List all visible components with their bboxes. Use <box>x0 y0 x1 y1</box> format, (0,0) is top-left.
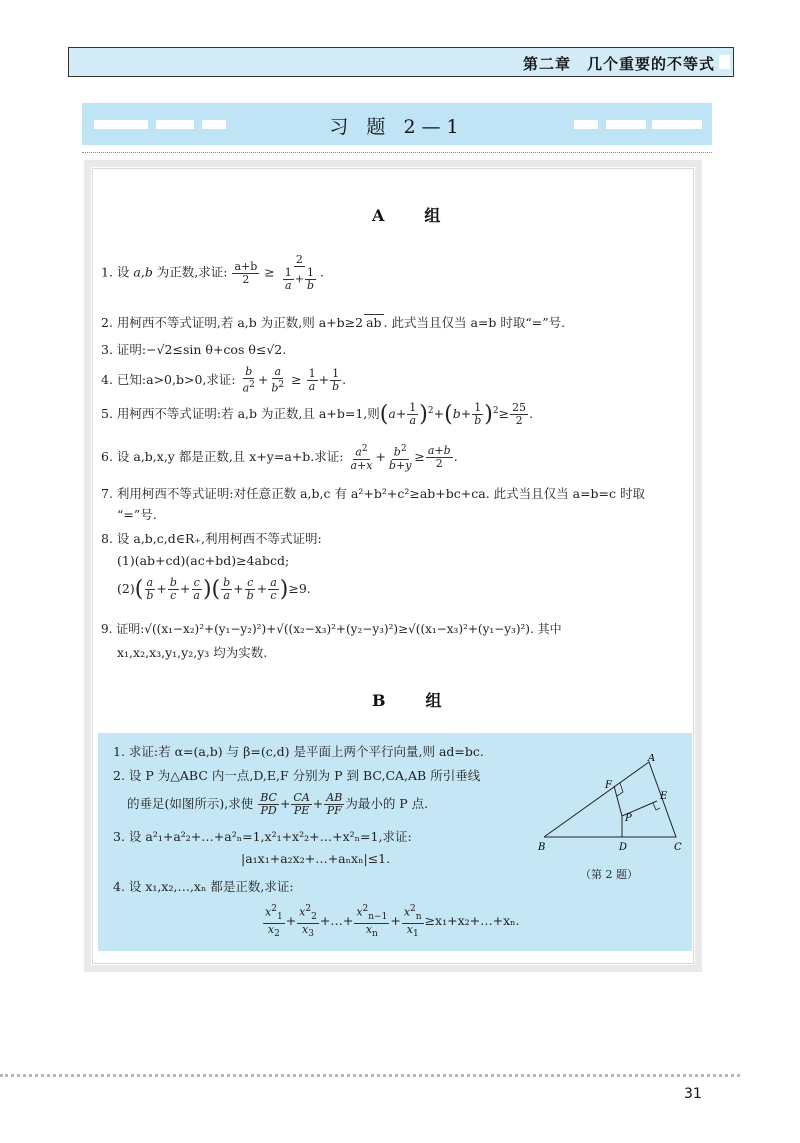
fraction-den: a <box>308 379 316 393</box>
fraction-num: 1 <box>284 266 292 279</box>
fraction <box>307 368 318 393</box>
fraction <box>283 267 294 292</box>
problem-a7-line2: “=”号. <box>117 507 157 522</box>
problem-a8-line3-lead: (2) <box>117 581 135 596</box>
problem-a1-lead: 1. 设 <box>101 264 134 280</box>
fraction-den: b <box>306 279 315 292</box>
fraction-den: $b^2$ <box>271 380 285 395</box>
problem-b4-line1: 4. 设 x₁,x₂,…,xₙ 都是正数,求证: <box>113 879 294 894</box>
perpendicular-pf <box>614 786 622 816</box>
fraction: $\frac{x^2_{n-1}}{x_n}$ <box>356 904 388 940</box>
label-p: P <box>625 813 632 824</box>
page-number: 31 <box>684 1086 702 1102</box>
fraction-num: 2 <box>295 253 303 266</box>
fraction: $\frac{a+b}{2}$ <box>427 443 451 470</box>
fraction-num: a <box>274 365 282 378</box>
figure-caption: （第 2 题） <box>580 868 638 881</box>
label-c: C <box>674 842 682 853</box>
problem-a1-mid: 为正数,求证: <box>152 264 228 280</box>
problem-a7-line1: 7. 利用柯西不等式证明:对任意正数 a,b,c 有 a²+b²+c²≥ab+bc+ca. 此式当且仅当 a=b=c 时取 <box>101 486 645 501</box>
right-angle-e <box>653 803 660 810</box>
problem-a2 <box>101 313 565 331</box>
fraction: $\frac{25}{2}$ <box>512 401 527 427</box>
chapter-header <box>68 47 734 77</box>
fraction: $\frac{BC}{PD}$ <box>260 791 277 817</box>
fraction: $\frac{a}{b}$ <box>146 576 154 602</box>
fraction: $\frac{a^2}{a+x}$ <box>350 444 373 472</box>
title-bar-block <box>652 120 702 129</box>
fraction <box>330 368 341 393</box>
group-a-heading: A 组 <box>372 206 453 225</box>
problem-a1: 1. 设 a,b 为正数,求证: $\frac{a+b}{2}$ ≥ 2 $\frac{1}{a}$ + $\frac{1}{b}$ . <box>101 253 325 292</box>
problem-b3-line2: |a₁x₁+a₂x₂+…+aₙxₙ|≤1. <box>241 851 391 866</box>
problem-b2-line2: 的垂足(如图所示),求使 $\frac{BC}{PD}$ + $\frac{CA}{PE}$ + $\frac{AB}{PF}$ 为最小的 P 点. <box>127 791 429 817</box>
fraction: $\frac{x^2_2}{x_3}$ <box>299 904 317 940</box>
fraction-num: 25 <box>512 401 527 414</box>
fraction <box>232 261 259 286</box>
fraction: $\frac{a}{c}$ <box>270 576 277 602</box>
fraction-num: 1 <box>332 366 340 380</box>
fraction: $\frac{x^2_1}{x_2}$ <box>265 904 283 940</box>
label-b: B <box>538 842 546 853</box>
title-bar-block <box>606 120 646 129</box>
problem-b4-line2: $\frac{x^2_1}{x_2}$ + $\frac{x^2_2}{x_3}$ +…+ $\frac{x^2_{n-1}}{x_n}$ + $\frac{x^2_n}{x_1}$ ≥x₁+x₂+…+xₙ. <box>265 904 520 940</box>
fraction-den: $\frac{1}{a}$ + $\frac{1}{b}$ <box>284 266 315 292</box>
problem-a2-tail: . 此式当且仅当 a=b 时取“=”号. <box>383 315 566 330</box>
problem-a6-lead: 6. 设 a,b,x,y 都是正数,且 x+y=a+b.求证: <box>101 448 344 464</box>
problem-b3-line1: 3. 设 a²₁+a²₂+…+a²ₙ=1,x²₁+x²₂+…+x²ₙ=1,求证: <box>113 829 412 844</box>
label-d: D <box>619 842 628 853</box>
footer-dotted-rule <box>0 1074 740 1077</box>
problem-a5: 5. 用柯西不等式证明:若 a,b 为正数,且 a+b=1,则(a+ $\frac{1}{a}$ )$^2$+(b+ $\frac{1}{b}$ )$^2$≥ $\frac{25}{2}$ . <box>101 401 534 427</box>
fraction-den: b <box>332 379 340 393</box>
fraction: $\frac{1}{a}$ <box>409 401 417 427</box>
problem-a2-text: 2. 用柯西不等式证明,若 a,b 为正数,则 a+b≥2 <box>101 315 364 330</box>
fraction <box>305 267 316 292</box>
section-title-bar <box>82 103 712 145</box>
problem-a8-line1: 8. 设 a,b,c,d∈R₊,利用柯西不等式证明: <box>101 531 322 546</box>
chapter-title: 第二章 几个重要的不等式 <box>522 55 715 73</box>
problem-a6: 6. 设 a,b,x,y 都是正数,且 x+y=a+b.求证: $\frac{a^2}{a+x}$ + $\frac{b^2}{b+y}$ ≥ $\frac{a+b}{2}$ . <box>101 443 458 472</box>
label-f: F <box>605 780 612 791</box>
fraction <box>241 366 257 395</box>
problem-a5-lead: 5. 用柯西不等式证明:若 a,b 为正数,且 a+b=1,则 <box>101 406 380 421</box>
problem-b1: 1. 求证:若 α=(a,b) 与 β=(c,d) 是平面上两个平行向量,则 ad=bc. <box>113 744 484 759</box>
section-title: 习 题 2—1 <box>329 116 465 138</box>
fraction: $\frac{b}{c}$ <box>169 576 177 602</box>
title-bar-block <box>574 120 598 129</box>
ge-sign: ≥ <box>291 371 302 387</box>
problem-a4-lead: 4. 已知:a>0,b>0,求证: <box>101 371 236 387</box>
fraction: $\frac{CA}{PE}$ <box>293 791 310 817</box>
fraction: $\frac{c}{a}$ <box>193 576 200 602</box>
fraction <box>280 254 319 292</box>
problem-b2-line1: 2. 设 P 为△ABC 内一点,D,E,F 分别为 P 到 BC,CA,AB 所引垂线 <box>113 768 481 783</box>
right-angle-f <box>617 783 623 796</box>
problem-a8-tail: ≥9. <box>288 581 311 596</box>
fraction-num: 1 <box>307 266 314 279</box>
fraction-num: a+b <box>234 259 258 273</box>
ge-sign: ≥ <box>264 264 275 280</box>
fraction: $\frac{b^2}{b+y}$ <box>388 444 412 472</box>
problem-b2-tail: 为最小的 P 点. <box>345 796 429 811</box>
fraction: $\frac{AB}{PF}$ <box>326 791 343 817</box>
fraction <box>269 366 286 395</box>
fraction-den: a <box>284 279 292 292</box>
group-b-heading: B 组 <box>372 691 454 710</box>
problem-a9-line2: x₁,x₂,x₃,y₁,y₂,y₃ 均为实数. <box>117 645 268 660</box>
fraction-num: 1 <box>308 366 316 380</box>
fraction: $\frac{b}{a}$ <box>223 576 231 602</box>
fraction-num: b <box>245 365 253 378</box>
header-end-mark <box>719 55 730 69</box>
problem-b2-lead: 的垂足(如图所示),求使 <box>127 796 254 811</box>
fraction: $\frac{1}{b}$ <box>474 401 482 427</box>
fraction: $\frac{c}{b}$ <box>246 576 254 602</box>
triangle-figure <box>536 754 688 858</box>
problem-a8-line2: (1)(ab+cd)(ac+bd)≥4abcd; <box>117 553 290 568</box>
problem-a4: 4. 已知:a>0,b>0,求证: $\frac{b}{a^2}$ + $\frac{a}{b^2}$ ≥ $\frac{1}{a}$ + $\frac{1}{b}$ . <box>101 365 347 395</box>
fraction-den: $a^2$ <box>242 380 255 395</box>
problem-a8-line3: (2)( $\frac{a}{b}$ + $\frac{b}{c}$ + $\frac{c}{a}$ )( $\frac{b}{a}$ + $\frac{c}{b}$ + $\frac{a}{c}$ )≥9. <box>117 576 311 602</box>
fraction-den: 2 <box>242 272 250 286</box>
title-divider <box>82 152 712 153</box>
problem-a9-line1: 9. 证明:√((x₁−x₂)²+(y₁−y₂)²)+√((x₂−x₃)²+(y₂−y₃)²)≥√((x₁−x₃)²+(y₁−y₃)²). 其中 <box>101 622 562 636</box>
triangle-outline <box>544 762 676 837</box>
label-a: A <box>648 754 656 764</box>
sqrt-radicand: ab <box>366 315 382 330</box>
label-e: E <box>660 791 668 802</box>
fraction: $\frac{x^2_n}{x_1}$ <box>403 904 422 940</box>
problem-a3: 3. 证明:−√2≤sin θ+cos θ≤√2. <box>101 342 287 357</box>
problem-b4-tail: ≥x₁+x₂+…+xₙ. <box>424 913 520 929</box>
